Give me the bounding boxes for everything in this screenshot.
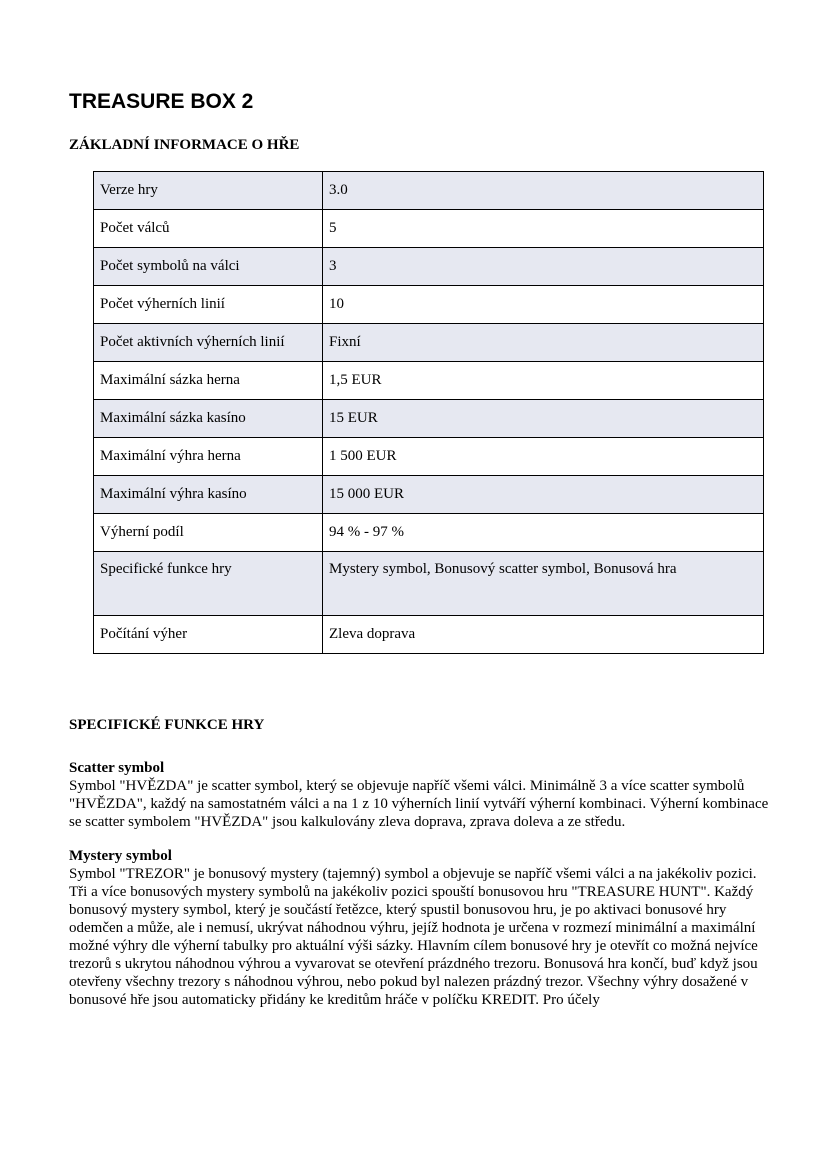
features-body	[69, 759, 769, 1025]
row-label: Maximální sázka herna	[94, 362, 323, 400]
row-label: Specifické funkce hry	[94, 552, 323, 616]
table-row	[94, 552, 764, 616]
row-value: 15 000 EUR	[323, 476, 764, 514]
row-label: Počet válců	[94, 210, 323, 248]
row-label: Počet symbolů na válci	[94, 248, 323, 286]
row-value: Fixní	[323, 324, 764, 362]
scatter-section	[69, 759, 769, 831]
row-label: Počítání výher	[94, 616, 323, 654]
table-row	[94, 362, 764, 400]
row-label: Maximální výhra herna	[94, 438, 323, 476]
row-value: Zleva doprava	[323, 616, 764, 654]
table-row	[94, 324, 764, 362]
row-value: 1 500 EUR	[323, 438, 764, 476]
mystery-title: Mystery symbol	[69, 848, 172, 864]
table-row	[94, 438, 764, 476]
row-value: 5	[323, 210, 764, 248]
table-row	[94, 248, 764, 286]
scatter-title: Scatter symbol	[69, 760, 165, 776]
table-row	[94, 210, 764, 248]
row-value: Mystery symbol, Bonusový scatter symbol, Bonusová hra	[323, 552, 764, 616]
table-row	[94, 172, 764, 210]
row-value: 15 EUR	[323, 400, 764, 438]
row-value: 10	[323, 286, 764, 324]
table-row	[94, 476, 764, 514]
mystery-text: Symbol "TREZOR" je bonusový mystery (tajemný) symbol a objevuje se napříč všemi válci a na jakékoliv pozici. Tři a více bonusových mystery symbolů na jakékoliv pozici spouští bonusovou hru "TREASURE HUNT". Každý bonusový mystery symbol, který je součástí řetězce, který spustil bonusovou hru, je po aktivaci bonusové hry odemčen a může, ale i nemusí, ukrývat náhodnou výhru, jejíž hodnota je určena v rozmezí minimální a maximální možné výhry dle výherní tabulky pro aktuální výši sázky. Hlavním cílem bonusové hry je otevřít co možná nejvíce trezorů s ukrytou náhodnou výhrou a vyvarovat se otevření prázdného trezoru. Bonusová hra končí, buď když jsou otevřeny všechny trezory s náhodnou výhrou, nebo pokud byl nalezen prázdný trezor. Všechny výhry dosažené v bonusové hře jsou automaticky přidány ke kreditům hráče v políčku KREDIT. Pro účely	[69, 866, 758, 1008]
table-row	[94, 616, 764, 654]
basic-info-table	[93, 171, 764, 654]
row-value: 94 % - 97 %	[323, 514, 764, 552]
document-title: TREASURE BOX 2	[69, 90, 254, 113]
row-value: 1,5 EUR	[323, 362, 764, 400]
table-row	[94, 286, 764, 324]
row-label: Verze hry	[94, 172, 323, 210]
row-value: 3	[323, 248, 764, 286]
mystery-section	[69, 847, 769, 1009]
row-value: 3.0	[323, 172, 764, 210]
row-label: Počet aktivních výherních linií	[94, 324, 323, 362]
scatter-text: Symbol "HVĚZDA" je scatter symbol, který se objevuje napříč všemi válci. Minimálně 3 a více scatter symbolů "HVĚZDA", každý na samostatném válci a na 1 z 10 výherních linií vytváří výherní kombinaci. Výherní kombinace se scatter symbolem "HVĚZDA" jsou kalkulovány zleva doprava, zprava doleva a ze středu.	[69, 778, 769, 830]
features-heading: SPECIFICKÉ FUNKCE HRY	[69, 717, 265, 733]
table-row	[94, 400, 764, 438]
row-label: Maximální sázka kasíno	[94, 400, 323, 438]
basic-info-heading: ZÁKLADNÍ INFORMACE O HŘE	[69, 137, 300, 153]
row-label: Maximální výhra kasíno	[94, 476, 323, 514]
table-row	[94, 514, 764, 552]
row-label: Výherní podíl	[94, 514, 323, 552]
row-label: Počet výherních linií	[94, 286, 323, 324]
